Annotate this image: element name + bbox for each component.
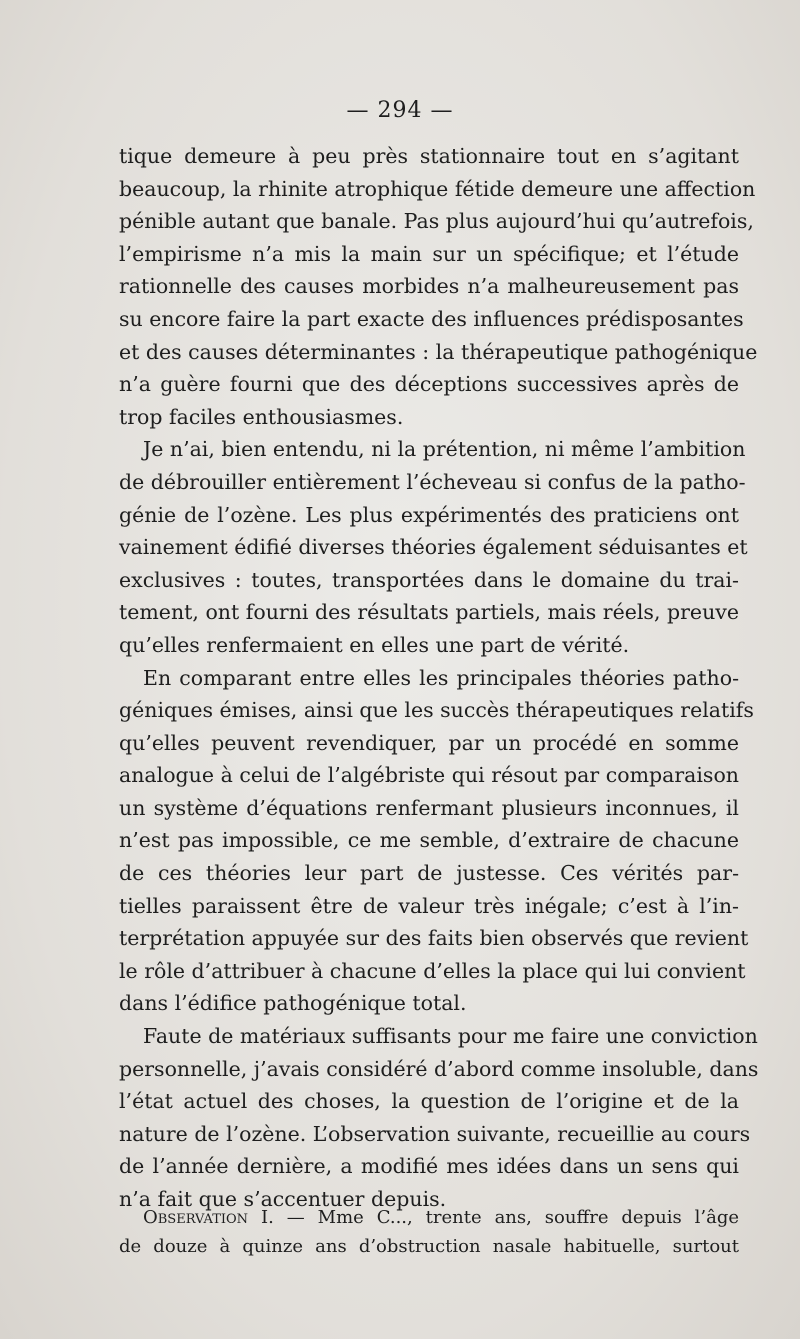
paragraph-2 <box>119 433 748 661</box>
observation-label: Observation I. <box>143 1207 274 1228</box>
text-line: l’empirisme n’a mis la main sur un spécifique; et l’étude <box>119 241 739 266</box>
text-line: Je n’ai, bien entendu, ni la prétention, ni même l’ambition <box>143 437 746 462</box>
text-line: un système d’équations renfermant plusieurs inconnues, il <box>119 795 739 820</box>
observation-paragraph <box>119 1203 739 1261</box>
page-number: — 294 — <box>346 98 454 123</box>
text-line: génie de l’ozène. Les plus expérimentés des praticiens ont <box>119 502 739 527</box>
paragraph-1 <box>119 140 758 433</box>
text-line: n’est pas impossible, ce me semble, d’extraire de chacune <box>119 828 739 853</box>
text-line: et des causes déterminantes : la thérapeutique pathogénique <box>119 339 758 364</box>
text-line: tielles paraissent être de valeur très inégale; c’est à l’in- <box>119 893 739 918</box>
text-line: de débrouiller entièrement l’écheveau si confus de la patho- <box>119 469 746 494</box>
text-line: exclusives : toutes, transportées dans le domaine du trai- <box>119 567 739 592</box>
text-line: rationnelle des causes morbides n’a malheureusement pas <box>119 274 739 299</box>
text-line: terprétation appuyée sur des faits bien observés que revient <box>119 926 749 951</box>
text-line: nature de l’ozène. L’observation suivante, recueillie au cours <box>119 1121 751 1146</box>
text-line: vainement édifié diverses théories également séduisantes et <box>119 535 748 560</box>
text-line: qu’elles peuvent revendiquer, par un procédé en somme <box>119 730 739 755</box>
text-line: tique demeure à peu près stationnaire tout en s’agitant <box>119 144 739 168</box>
text-line: Faute de matériaux suffisants pour me faire une conviction <box>143 1024 758 1049</box>
observation-text: — Mme C..., trente ans, souffre depuis l’âge <box>273 1207 739 1228</box>
text-line: le rôle d’attribuer à chacune d’elles la place qui lui convient <box>119 958 746 983</box>
text-line: tement, ont fourni des résultats partiels, mais réels, preuve <box>119 600 739 625</box>
text-line: trop faciles enthousiasmes. <box>119 404 404 429</box>
paragraph-4 <box>119 1020 759 1216</box>
text-line: géniques émises, ainsi que les succès thérapeutiques relatifs <box>119 698 754 723</box>
observation-line: de douze à quinze ans d’obstruction nasale habituelle, surtout <box>119 1236 739 1257</box>
paragraph-3 <box>119 662 754 1021</box>
text-line: dans l’édifice pathogénique total. <box>119 991 467 1016</box>
text-line: su encore faire la part exacte des influences prédisposantes <box>119 306 744 331</box>
text-line: En comparant entre elles les principales théories patho- <box>143 665 739 690</box>
text-line: n’a fait que s’accentuer depuis. <box>119 1187 447 1211</box>
observation-line <box>119 1203 739 1232</box>
text-line: l’état actuel des choses, la question de l’origine et de la <box>119 1089 739 1114</box>
text-line: beaucoup, la rhinite atrophique fétide demeure une affection <box>119 176 756 201</box>
text-line: qu’elles renfermaient en elles une part de vérité. <box>119 632 630 657</box>
text-line: personnelle, j’avais considéré d’abord comme insoluble, dans <box>119 1056 759 1081</box>
text-line: n’a guère fourni que des déceptions successives après de <box>119 372 739 397</box>
text-line: de l’année dernière, a modifié mes idées dans un sens qui <box>119 1154 739 1179</box>
text-line: de ces théories leur part de justesse. Ces vérités par- <box>119 861 739 886</box>
body-text <box>119 140 759 1216</box>
text-line: pénible autant que banale. Pas plus aujourd’hui qu’autrefois, <box>119 209 754 234</box>
text-line: analogue à celui de l’algébriste qui résout par comparaison <box>119 763 739 788</box>
